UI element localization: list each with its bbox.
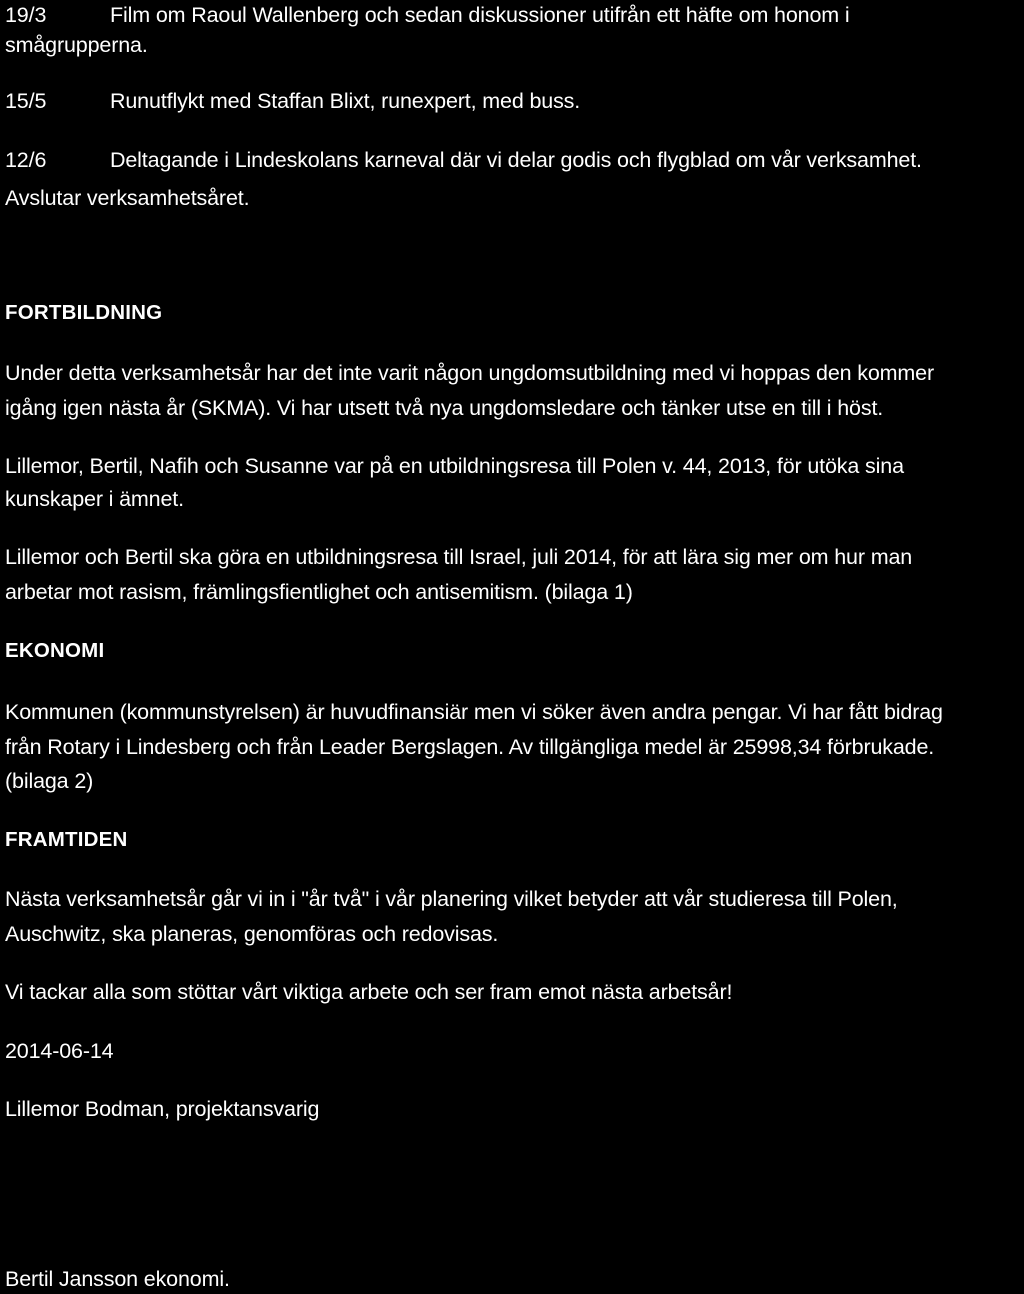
event-item [5, 0, 849, 30]
event-date: 15/5 [5, 89, 47, 113]
paragraph-line: kunskaper i ämnet. [5, 487, 184, 511]
signature-project-lead: Lillemor Bodman, projektansvarig [5, 1097, 320, 1121]
section-heading-framtiden: FRAMTIDEN [5, 828, 128, 851]
paragraph-line: Kommunen (kommunstyrelsen) är huvudfinansiär men vi söker även andra pengar. Vi har fått bidrag [5, 700, 943, 724]
paragraph-line: Lillemor, Bertil, Nafih och Susanne var på en utbildningsresa till Polen v. 44, 2013, för utöka sina [5, 454, 904, 478]
event-item [5, 86, 580, 116]
paragraph-line: Nästa verksamhetsår går vi in i "år två" i vår planering vilket betyder att vår studieresa till Polen, [5, 887, 898, 911]
event-item [5, 145, 922, 175]
paragraph-line: Auschwitz, ska planeras, genomföras och redovisas. [5, 922, 499, 946]
paragraph-line: Under detta verksamhetsår har det inte varit någon ungdomsutbildning med vi hoppas den kommer [5, 361, 934, 385]
section-heading-fortbildning: FORTBILDNING [5, 301, 163, 324]
event-continuation: smågrupperna. [5, 33, 148, 57]
section-heading-ekonomi: EKONOMI [5, 639, 105, 662]
event-continuation: Avslutar verksamhetsåret. [5, 186, 250, 210]
paragraph-line: arbetar mot rasism, främlingsfientlighet och antisemitism. (bilaga 1) [5, 580, 633, 604]
event-text: Deltagande i Lindeskolans karneval där vi delar godis och flygblad om vår verksamhet. [110, 148, 922, 172]
event-date: 12/6 [5, 148, 47, 172]
event-date: 19/3 [5, 3, 47, 27]
paragraph-line: Vi tackar alla som stöttar vårt viktiga arbete och ser fram emot nästa arbetsår! [5, 980, 733, 1004]
paragraph-line: Lillemor och Bertil ska göra en utbildningsresa till Israel, juli 2014, för att lära sig mer om hur man [5, 545, 913, 569]
paragraph-line: (bilaga 2) [5, 769, 94, 793]
event-text: Runutflykt med Staffan Blixt, runexpert, med buss. [110, 89, 581, 113]
signature-economy: Bertil Jansson ekonomi. [5, 1267, 230, 1291]
document-date: 2014-06-14 [5, 1039, 114, 1063]
paragraph-line: igång igen nästa år (SKMA). Vi har utsett två nya ungdomsledare och tänker utse en till i höst. [5, 396, 884, 420]
paragraph-line: från Rotary i Lindesberg och från Leader Bergslagen. Av tillgängliga medel är 25998,34 förbrukade. [5, 735, 935, 759]
event-text: Film om Raoul Wallenberg och sedan diskussioner utifrån ett häfte om honom i [110, 3, 850, 27]
